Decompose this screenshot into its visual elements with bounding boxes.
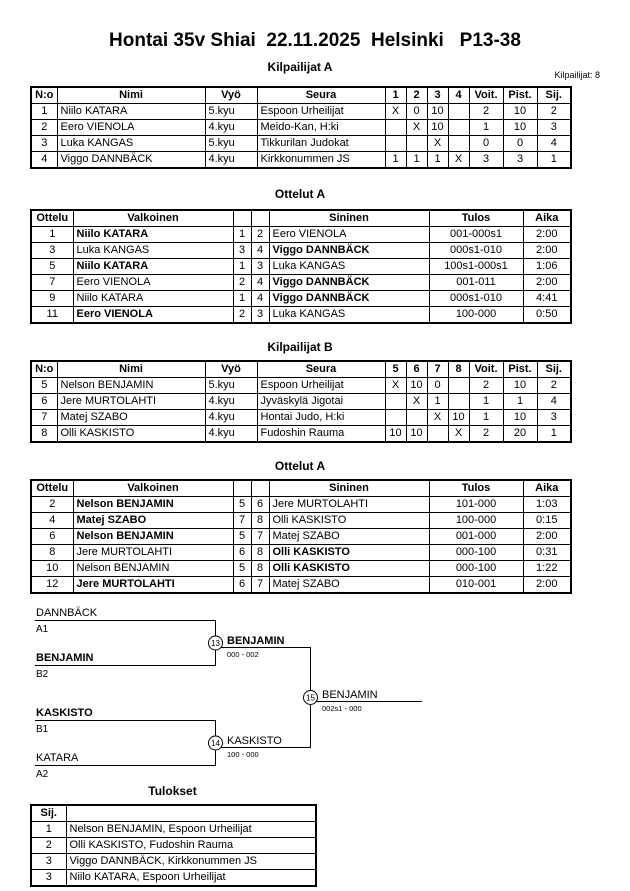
column-header: 7 [427,361,448,378]
table-cell: 7 [31,410,57,426]
column-header: 2 [406,87,427,104]
table-cell: Nelson BENJAMIN [57,378,205,394]
table-cell: 1 [469,410,503,426]
table-cell: X [385,378,406,394]
table-cell: 6 [31,529,73,545]
table-cell: 4 [31,152,57,169]
table-cell: 4 [31,513,73,529]
table-cell: 5 [31,378,57,394]
table-cell: 4 [537,394,571,410]
table-cell: 10 [427,104,448,120]
table-cell: Luka KANGAS [73,243,233,259]
page-title: Hontai 35v Shiai 22.11.2025 Helsinki P13-38 [109,30,521,51]
column-header: Seura [257,361,385,378]
table-row [31,529,571,545]
table-cell: 0 [469,136,503,152]
column-header: 8 [448,361,469,378]
table-cell: 10 [31,561,73,577]
section-heading-pool-a: Kilpailijat A [267,60,333,74]
column-header: N:o [31,361,57,378]
bracket-slot-seed: B2 [36,669,49,680]
column-header: Valkoinen [73,210,233,227]
table-cell: Niilo KATARA, Espoon Urheilijat [66,870,316,887]
table-cell: 6 [233,577,251,594]
table-cell: 100-000 [429,513,523,529]
table-cell: 1 [233,227,251,243]
table-cell: 1 [406,152,427,169]
column-header: Sininen [269,210,429,227]
table-cell: 5 [233,497,251,513]
table-cell: 2 [469,378,503,394]
table-cell: 5 [31,259,73,275]
table-cell: 3 [537,120,571,136]
table-cell: 1:06 [523,259,571,275]
table-cell: 000s1-010 [429,291,523,307]
bracket-match-number: 14 [211,738,220,748]
table-cell [406,410,427,426]
table-cell: 3 [31,136,57,152]
table-cell: Tikkurilan Judokat [257,136,385,152]
table-cell: Eero VIENOLA [57,120,205,136]
table-cell: Espoon Urheilijat [257,378,385,394]
table-cell: 3 [31,854,66,870]
column-header: Ottelu [31,210,73,227]
table-cell: 6 [233,545,251,561]
matches-a-table [30,209,572,324]
column-header [233,210,251,227]
table-cell: Jere MURTOLAHTI [57,394,205,410]
table-cell: Eero VIENOLA [73,275,233,291]
competitor-count-label: Kilpailijat: 8 [554,70,600,80]
table-cell: 7 [31,275,73,291]
column-header: Sij. [537,361,571,378]
table-cell: 10 [406,378,427,394]
table-cell: 0 [427,378,448,394]
pool-a-header-row [31,87,571,104]
table-cell: 8 [251,561,269,577]
table-cell: 5.kyu [205,104,257,120]
table-cell: 11 [31,307,73,324]
bracket-slot-seed: A2 [36,769,49,780]
table-cell: 3 [233,243,251,259]
table-cell: Espoon Urheilijat [257,104,385,120]
table-cell: 101-000 [429,497,523,513]
table-cell: Viggo DANNBÄCK [57,152,205,169]
table-cell: 3 [251,307,269,324]
table-cell: 1 [427,394,448,410]
table-cell: 7 [233,513,251,529]
table-cell: Nelson BENJAMIN [73,497,233,513]
pool-b-header-row [31,361,571,378]
bracket-slot-name: KASKISTO [36,707,93,719]
table-cell: 2 [469,104,503,120]
table-cell: Matej SZABO [269,577,429,594]
table-cell: 4 [251,275,269,291]
table-cell: Luka KANGAS [269,307,429,324]
table-cell [385,120,406,136]
table-cell: X [385,104,406,120]
column-header: Pist. [503,361,537,378]
results-header-row [31,805,316,822]
table-cell: Nelson BENJAMIN [73,561,233,577]
table-cell: Eero VIENOLA [73,307,233,324]
table-cell: 1 [537,426,571,443]
table-row [31,120,571,136]
results-table [30,804,317,887]
table-cell: 1:03 [523,497,571,513]
table-cell: Viggo DANNBÄCK [269,291,429,307]
table-row [31,394,571,410]
table-row [31,497,571,513]
matches-a-body [31,227,571,324]
table-cell: 001-000s1 [429,227,523,243]
column-header: Pist. [503,87,537,104]
table-cell: 8 [251,545,269,561]
table-cell: 7 [251,577,269,594]
table-cell: 8 [31,545,73,561]
table-cell [448,394,469,410]
table-cell: 10 [427,120,448,136]
table-cell: Hontai Judo, H:ki [257,410,385,426]
table-cell: Jere MURTOLAHTI [269,497,429,513]
table-cell: 3 [31,243,73,259]
table-cell: Meido-Kan, H:ki [257,120,385,136]
table-cell: 100-000 [429,307,523,324]
table-cell: 2 [537,104,571,120]
table-cell: Matej SZABO [57,410,205,426]
table-cell: Olli KASKISTO [57,426,205,443]
table-cell: X [427,410,448,426]
table-cell: 10 [503,120,537,136]
table-cell: Niilo KATARA [73,259,233,275]
column-header: Sij. [31,805,66,822]
table-cell: Viggo DANNBÄCK [269,275,429,291]
table-cell: 1 [233,291,251,307]
table-cell: 4 [251,243,269,259]
column-header: Vyö [205,361,257,378]
table-cell: 3 [31,870,66,887]
table-cell: 2:00 [523,227,571,243]
table-cell: 5 [233,561,251,577]
bracket-winner-name: BENJAMIN [227,635,285,647]
table-cell: 2 [31,497,73,513]
table-cell [385,136,406,152]
table-cell: Viggo DANNBÄCK, Kirkkonummen JS [66,854,316,870]
table-cell: 0:15 [523,513,571,529]
matches-b-header-row [31,480,571,497]
table-cell: 1 [503,394,537,410]
table-cell: 2 [537,378,571,394]
table-cell [385,394,406,410]
table-cell: 5.kyu [205,378,257,394]
matches-b-body [31,497,571,594]
bracket-nodes [209,636,318,750]
column-header: Nimi [57,87,205,104]
table-cell: 100s1-000s1 [429,259,523,275]
table-cell: 000-100 [429,545,523,561]
table-row [31,426,571,443]
column-header: N:o [31,87,57,104]
table-row [31,307,571,324]
table-row [31,291,571,307]
table-row [31,104,571,120]
matches-b-table [30,479,572,594]
table-row [31,854,316,870]
table-cell: 6 [251,497,269,513]
table-cell: 2:00 [523,275,571,291]
table-cell: Jere MURTOLAHTI [73,545,233,561]
table-row [31,561,571,577]
table-cell [448,136,469,152]
column-header: Nimi [57,361,205,378]
table-cell: 1 [537,152,571,169]
table-cell: 001-000 [429,529,523,545]
table-cell: Fudoshin Rauma [257,426,385,443]
table-cell: Matej SZABO [269,529,429,545]
table-cell: X [406,120,427,136]
table-cell: 2 [233,275,251,291]
column-header: 3 [427,87,448,104]
table-cell: 1 [427,152,448,169]
table-cell: 1 [31,822,66,838]
column-header: Tulos [429,480,523,497]
table-cell: 10 [503,378,537,394]
table-cell [448,378,469,394]
section-heading-results: Tulokset [148,784,197,798]
table-cell: Jyväskylä Jigotai [257,394,385,410]
table-row [31,822,316,838]
table-row [31,136,571,152]
table-cell: 9 [31,291,73,307]
table-row [31,870,316,887]
table-row [31,259,571,275]
table-cell: 1 [233,259,251,275]
bracket-slot-seed: A1 [36,624,49,635]
table-cell: 1 [469,394,503,410]
column-header: Seura [257,87,385,104]
table-row [31,378,571,394]
elimination-bracket [30,600,600,784]
table-cell: Olli KASKISTO, Fudoshin Rauma [66,838,316,854]
bracket-slot-seed: B1 [36,724,49,735]
bracket-match-score: 002s1 - 000 [322,704,362,713]
pool-b-body [31,378,571,443]
column-header: 1 [385,87,406,104]
table-cell: Luka KANGAS [57,136,205,152]
table-cell: Kirkkonummen JS [257,152,385,169]
table-row [31,577,571,594]
table-cell: 10 [448,410,469,426]
table-cell: 1 [31,227,73,243]
table-cell: 2:00 [523,529,571,545]
table-cell: X [448,152,469,169]
table-cell: 2:00 [523,577,571,594]
table-row [31,243,571,259]
table-cell: 8 [31,426,57,443]
pool-b-table [30,360,572,443]
bracket-match-score: 100 - 000 [227,750,259,759]
table-cell: 000-100 [429,561,523,577]
table-row [31,152,571,169]
table-cell: 4.kyu [205,394,257,410]
table-cell: 5 [233,529,251,545]
results-body [31,822,316,887]
table-cell: 4:41 [523,291,571,307]
column-header: Sij. [537,87,571,104]
bracket-svg [30,600,600,784]
table-cell: 000s1-010 [429,243,523,259]
table-cell: Niilo KATARA [57,104,205,120]
column-header [233,480,251,497]
table-cell [406,136,427,152]
bracket-match-number: 13 [211,638,220,648]
bracket-match-number: 15 [306,693,315,703]
table-cell: 3 [251,259,269,275]
table-cell: 2 [251,227,269,243]
table-cell: 8 [251,513,269,529]
table-cell [427,426,448,443]
column-header: 6 [406,361,427,378]
column-header [251,210,269,227]
table-cell: 0 [503,136,537,152]
column-header: Tulos [429,210,523,227]
table-row [31,227,571,243]
column-header [66,805,316,822]
table-cell: 4 [251,291,269,307]
table-cell: Eero VIENOLA [269,227,429,243]
table-cell: 2 [31,838,66,854]
column-header: 4 [448,87,469,104]
column-header: Voit. [469,361,503,378]
section-heading-matches-a: Ottelut A [274,187,326,201]
table-cell: 2 [233,307,251,324]
table-cell: 3 [503,152,537,169]
table-cell: 001-011 [429,275,523,291]
table-cell: 10 [385,426,406,443]
table-cell: 0:50 [523,307,571,324]
table-cell: 2:00 [523,243,571,259]
table-cell: Olli KASKISTO [269,561,429,577]
table-cell: Niilo KATARA [73,291,233,307]
table-cell: 6 [31,394,57,410]
bracket-match-score: 000 - 002 [227,650,259,659]
table-row [31,838,316,854]
bracket-winner-name: BENJAMIN [322,689,378,701]
table-cell: 4.kyu [205,426,257,443]
table-cell: 0 [406,104,427,120]
column-header: Ottelu [31,480,73,497]
table-cell: 7 [251,529,269,545]
table-cell: 4.kyu [205,120,257,136]
section-heading-matches-b: Ottelut A [274,459,326,473]
table-cell: 20 [503,426,537,443]
table-cell: Nelson BENJAMIN [73,529,233,545]
table-cell: X [448,426,469,443]
table-cell: X [427,136,448,152]
bracket-slot-name: KATARA [36,752,79,764]
table-cell: 1 [469,120,503,136]
table-cell: Luka KANGAS [269,259,429,275]
table-cell: Niilo KATARA [73,227,233,243]
table-cell: 4 [537,136,571,152]
pool-a-body [31,104,571,169]
table-cell: 10 [503,410,537,426]
column-header: Vyö [205,87,257,104]
table-cell [385,410,406,426]
bracket-slot-name: DANNBÄCK [36,607,98,619]
table-row [31,410,571,426]
column-header: Sininen [269,480,429,497]
table-cell: 010-001 [429,577,523,594]
column-header [251,480,269,497]
table-cell: 4.kyu [205,410,257,426]
table-cell: 3 [537,410,571,426]
table-cell [448,104,469,120]
table-cell: 1:22 [523,561,571,577]
table-cell [448,120,469,136]
table-cell: 4.kyu [205,152,257,169]
matches-a-header-row [31,210,571,227]
table-cell: 2 [31,120,57,136]
table-cell: Jere MURTOLAHTI [73,577,233,594]
column-header: Voit. [469,87,503,104]
table-cell: 1 [31,104,57,120]
table-cell: 10 [406,426,427,443]
table-cell: 12 [31,577,73,594]
section-heading-pool-b: Kilpailijat B [267,340,333,354]
table-cell: 0:31 [523,545,571,561]
column-header: Aika [523,210,571,227]
bracket-winner-name: KASKISTO [227,735,282,747]
pool-a-table [30,86,572,169]
table-cell: 10 [503,104,537,120]
table-cell: 5.kyu [205,136,257,152]
table-cell: Nelson BENJAMIN, Espoon Urheilijat [66,822,316,838]
table-cell: Matej SZABO [73,513,233,529]
column-header: Valkoinen [73,480,233,497]
table-cell: Olli KASKISTO [269,513,429,529]
table-cell: X [406,394,427,410]
table-cell: 1 [385,152,406,169]
bracket-slot-name: BENJAMIN [36,652,94,664]
column-header: Aika [523,480,571,497]
table-row [31,275,571,291]
table-cell: Olli KASKISTO [269,545,429,561]
table-row [31,545,571,561]
column-header: 5 [385,361,406,378]
table-row [31,513,571,529]
table-cell: 2 [469,426,503,443]
table-cell: Viggo DANNBÄCK [269,243,429,259]
table-cell: 3 [469,152,503,169]
